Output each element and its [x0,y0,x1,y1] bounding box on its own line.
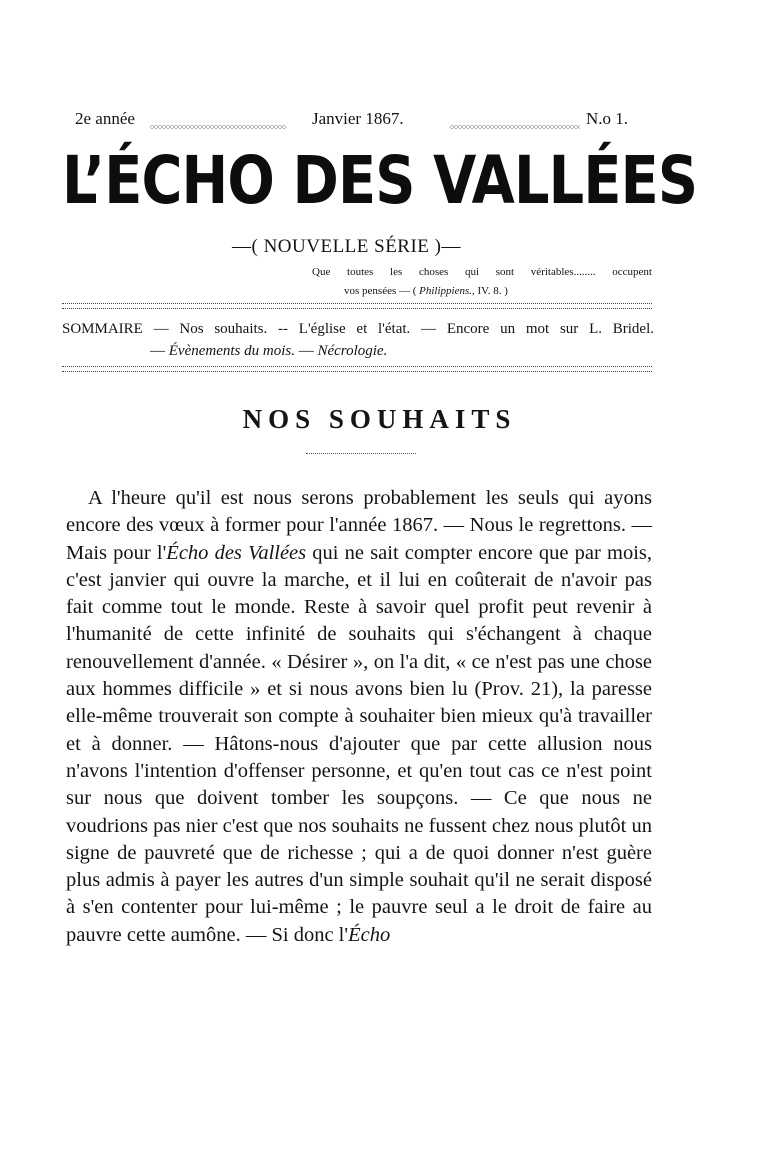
masthead-title: L’ÉCHO DES VALLÉES [62,142,698,219]
title-ornament [306,453,416,458]
series-subtitle: —( NOUVELLE SÉRIE )— [232,236,461,257]
toc-line-1: SOMMAIRE — Nos souhaits. -- L'église et l'état. — Encore un mot sur L. Bridel. [62,321,654,337]
epigraph [312,263,652,301]
issue-date: Janvier 1867. [312,109,404,128]
article-title: NOS SOUHAITS [242,404,517,434]
epigraph-line-2: vos pensées — ( Philippiens., IV. 8. ) [344,285,508,297]
divider-bottom [62,366,652,372]
header-ornament-right [450,124,580,130]
toc-line-2: — Évènements du mois. — Nécrologie. [150,343,388,359]
article-body [66,485,652,949]
issue-number: N.o 1. [586,109,629,128]
issue-year: 2e année [75,109,135,128]
table-of-contents [62,318,654,362]
header-ornament-left [150,124,286,130]
divider-top [62,303,652,309]
article-paragraph: A l'heure qu'il est nous serons probablement les seuls qui ayons encore des vœux à former pour l'année 1867. — Nous le regrettons. — Mais pour l'Écho des Vallées qui ne sait compter encore que par mois, c'est janvier qui ouvre la marche, et il lui en coûterait de n'avoir pas fait comme tout le monde. Reste à savoir quel profit peut revenir à l'humanité de cette infinité de souhaits qui s'échangent à chaque renouvellement d'année. « Désirer », on l'a dit, « ce n'est pas une chose aux hommes difficile » et si nous avons bien lu (Prov. 21), la paresse elle-même trouverait son compte à souhaiter bien mieux qu'à travailler et à donner. — Hâtons-nous d'ajouter que par cette allusion nous n'avons l'intention d'offenser personne, et qu'en tout cas ce n'est point sur nous que doivent tomber les soupçons. — Ce que nous ne voudrions pas nier c'est que nos souhaits ne fussent chez nous plutôt un signe de pauvreté que de richesse ; qui a de quoi donner n'est guère plus admis à payer les autres d'un simple souhait qu'il ne serait disposé à s'en contenter pour lui-même ; le pauvre seul a le droit de faire au pauvre cette aumône. — Si donc l'Écho [66,487,653,946]
epigraph-line-1: Que toutes les choses qui sont véritables........ occupent [312,266,652,278]
